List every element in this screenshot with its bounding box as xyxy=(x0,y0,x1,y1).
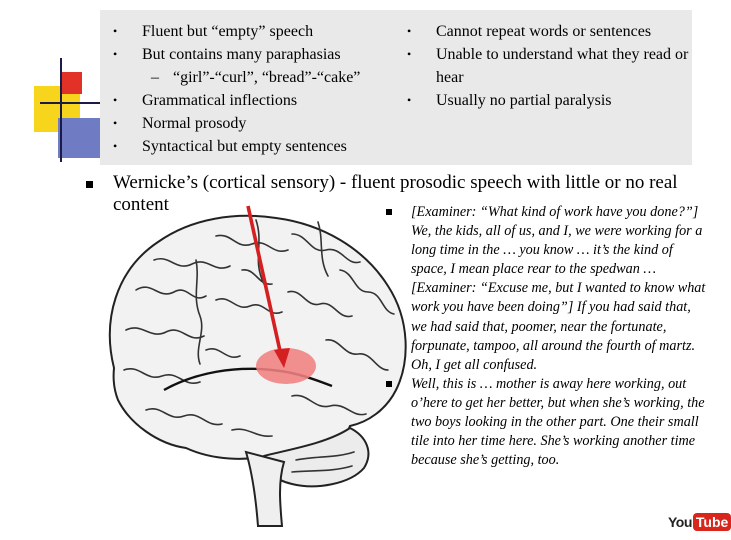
list-item-text: But contains many paraphasias xyxy=(142,46,341,63)
brain-illustration-icon xyxy=(96,200,416,530)
square-bullet xyxy=(86,181,93,188)
list-item-text: Usually no partial paralysis xyxy=(436,92,612,109)
logo-text-you: You xyxy=(668,514,692,530)
list-item-text: Fluent but “empty” speech xyxy=(142,23,314,40)
list-item: • Unable to understand what they read or hear xyxy=(407,46,689,86)
list-item xyxy=(411,375,709,470)
list-item-text: Cannot repeat words or sentences xyxy=(436,23,652,40)
main-heading: Wernicke’s (cortical sensory) - fluent prosodic speech with little or no real content xyxy=(113,172,678,215)
logo-text-tube: Tube xyxy=(693,513,731,531)
patient-speech-examples xyxy=(411,203,709,470)
deco-square-blue xyxy=(58,118,100,158)
deco-vertical-line xyxy=(60,58,62,162)
list-item-text: Grammatical inflections xyxy=(142,92,298,109)
list-item: • Normal prosody xyxy=(113,115,247,132)
list-item: • Syntactical but empty sentences xyxy=(113,138,347,155)
deco-square-red xyxy=(60,72,82,94)
list-item: • Cannot repeat words or sentences xyxy=(407,23,652,40)
list-item xyxy=(411,203,709,375)
right-bullet-list xyxy=(407,20,692,112)
list-item: • But contains many paraphasias xyxy=(113,46,341,63)
list-item: • Fluent but “empty” speech xyxy=(113,23,314,40)
list-item-text: “girl”-“curl”, “bread”-“cake” xyxy=(173,69,361,86)
quote-text: [Examiner: “What kind of work have you done?”] We, the kids, all of us, and I, we were working for a long time in the … you know … it’s the kind of space, I mean place rear to the spedwan … [Examiner: “Excuse me, but I wanted to know what work you have been doing”] If you had said that, we had said that, poomer, near the fortunate, forpunate, tampoo, all around the fourth of martz. Oh, I get all confused. xyxy=(411,204,706,373)
list-item: • Grammatical inflections xyxy=(113,92,298,109)
square-bullet xyxy=(386,381,392,387)
list-subitem: – “girl”-“curl”, “bread”-“cake” xyxy=(151,69,361,86)
youtube-logo-icon[interactable] xyxy=(668,512,731,532)
list-item-text: Unable to understand what they read or hear xyxy=(436,46,689,86)
list-item-text: Normal prosody xyxy=(142,115,247,132)
left-bullet-list xyxy=(113,20,403,158)
list-item: • Usually no partial paralysis xyxy=(407,92,612,109)
square-bullet xyxy=(386,209,392,215)
list-item-text: Syntactical but empty sentences xyxy=(142,138,347,155)
quote-text: Well, this is … mother is away here working, out o’here to get her better, but when she’s working, the two boys looking in the other part. One their small tile into her time here. She’s working another time because she’s getting, too. xyxy=(411,375,705,469)
